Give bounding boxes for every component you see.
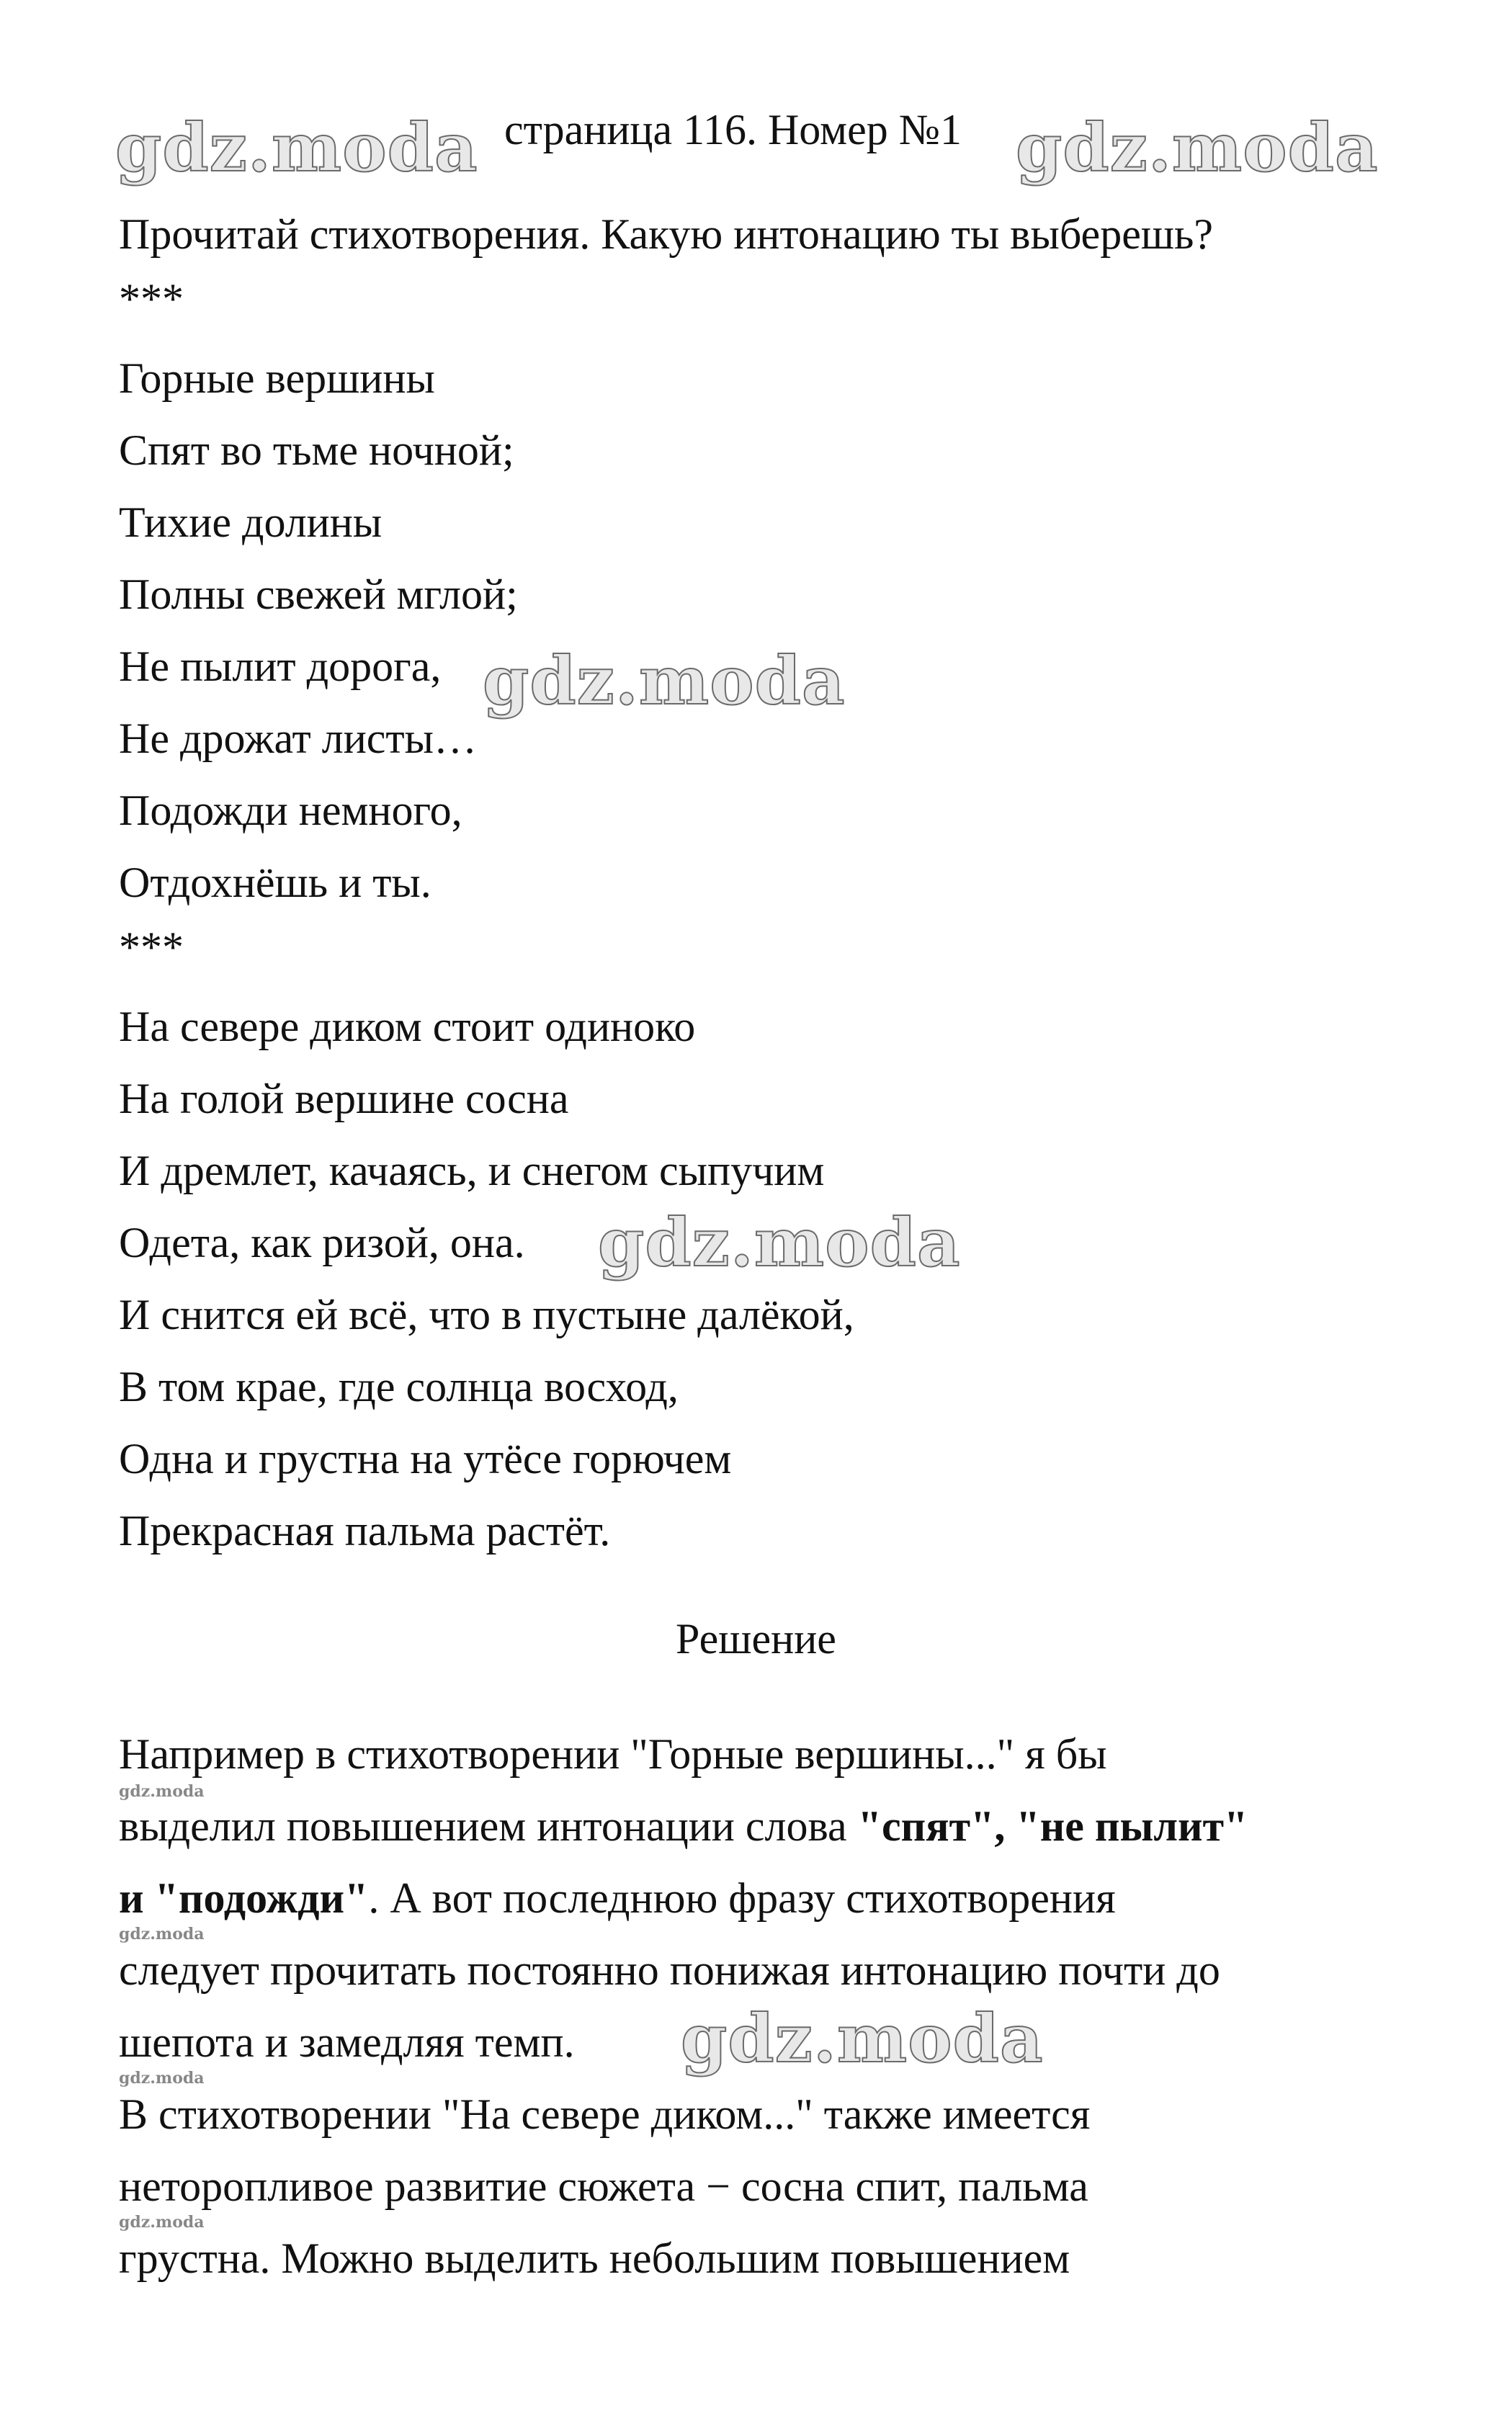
watermark-logo: gdz.moda <box>115 109 478 187</box>
poem-line: Отдохнёшь и ты. <box>119 859 431 906</box>
poem-line: Одета, как ризой, она. <box>119 1219 525 1266</box>
poem-separator: *** <box>119 923 184 971</box>
poem-line: На голой вершине сосна <box>119 1075 569 1122</box>
poem-line: Подожди немного, <box>119 787 462 834</box>
watermark-small: gdz.moda <box>119 2213 205 2232</box>
solution-text-line: неторопливое развитие сюжета − сосна спит, пальма <box>119 2162 1088 2210</box>
solution-text-line <box>119 1797 1248 1855</box>
poem-line: Прекрасная пальма растёт. <box>119 1507 611 1555</box>
solution-text-line: следует прочитать постоянно понижая интонацию почти до <box>119 1946 1220 1994</box>
poem-line: И дремлет, качаясь, и снегом сыпучим <box>119 1147 825 1194</box>
poem-line: Не пылит дорога, <box>119 643 442 690</box>
page-title: страница 116. Номер №1 <box>504 106 962 153</box>
watermark-logo: gdz.moda <box>598 1204 961 1281</box>
highlighted-words: "спят", "не пылит" <box>857 1802 1248 1850</box>
poem-line: Тихие долины <box>119 498 383 546</box>
solution-text-line: В стихотворении "На севере диком..." также имеется <box>119 2090 1091 2138</box>
solution-text-line: Например в стихотворении "Горные вершины..." я бы <box>119 1730 1107 1778</box>
poem-line: Полны свежей мглой; <box>119 571 518 618</box>
solution-text-line: шепота и замедляя темп. <box>119 2018 575 2066</box>
poem-line: Одна и грустна на утёсе горючем <box>119 1435 732 1482</box>
solution-heading: Решение <box>676 1615 836 1663</box>
poem-line: В том крае, где солнца восход, <box>119 1363 679 1410</box>
poem-separator: *** <box>119 275 184 323</box>
watermark-logo: gdz.moda <box>1016 109 1379 187</box>
poem-line: И снится ей всё, что в пустыне далёкой, <box>119 1291 854 1338</box>
watermark-small: gdz.moda <box>119 1925 205 1943</box>
solution-text-segment: . А вот последнюю фразу стихотворения <box>368 1874 1116 1922</box>
watermark-logo: gdz.moda <box>483 642 846 720</box>
highlighted-words: и "подожди" <box>119 1874 369 1922</box>
poem-line: Не дрожат листы… <box>119 715 477 762</box>
poem-line: На севере диком стоит одиноко <box>119 1003 696 1050</box>
solution-text-line: грустна. Можно выделить небольшим повышением <box>119 2235 1070 2282</box>
task-question: Прочитай стихотворения. Какую интонацию ты выберешь? <box>119 210 1214 258</box>
watermark-logo: gdz.moda <box>681 2000 1044 2077</box>
watermark-small: gdz.moda <box>119 2069 205 2088</box>
poem-line: Горные вершины <box>119 354 435 402</box>
solution-text-line <box>119 1869 1116 1927</box>
poem-line: Спят во тьме ночной; <box>119 426 514 474</box>
watermark-small: gdz.moda <box>119 1782 205 1801</box>
solution-text-segment: выделил повышением интонации слова <box>119 1802 858 1850</box>
